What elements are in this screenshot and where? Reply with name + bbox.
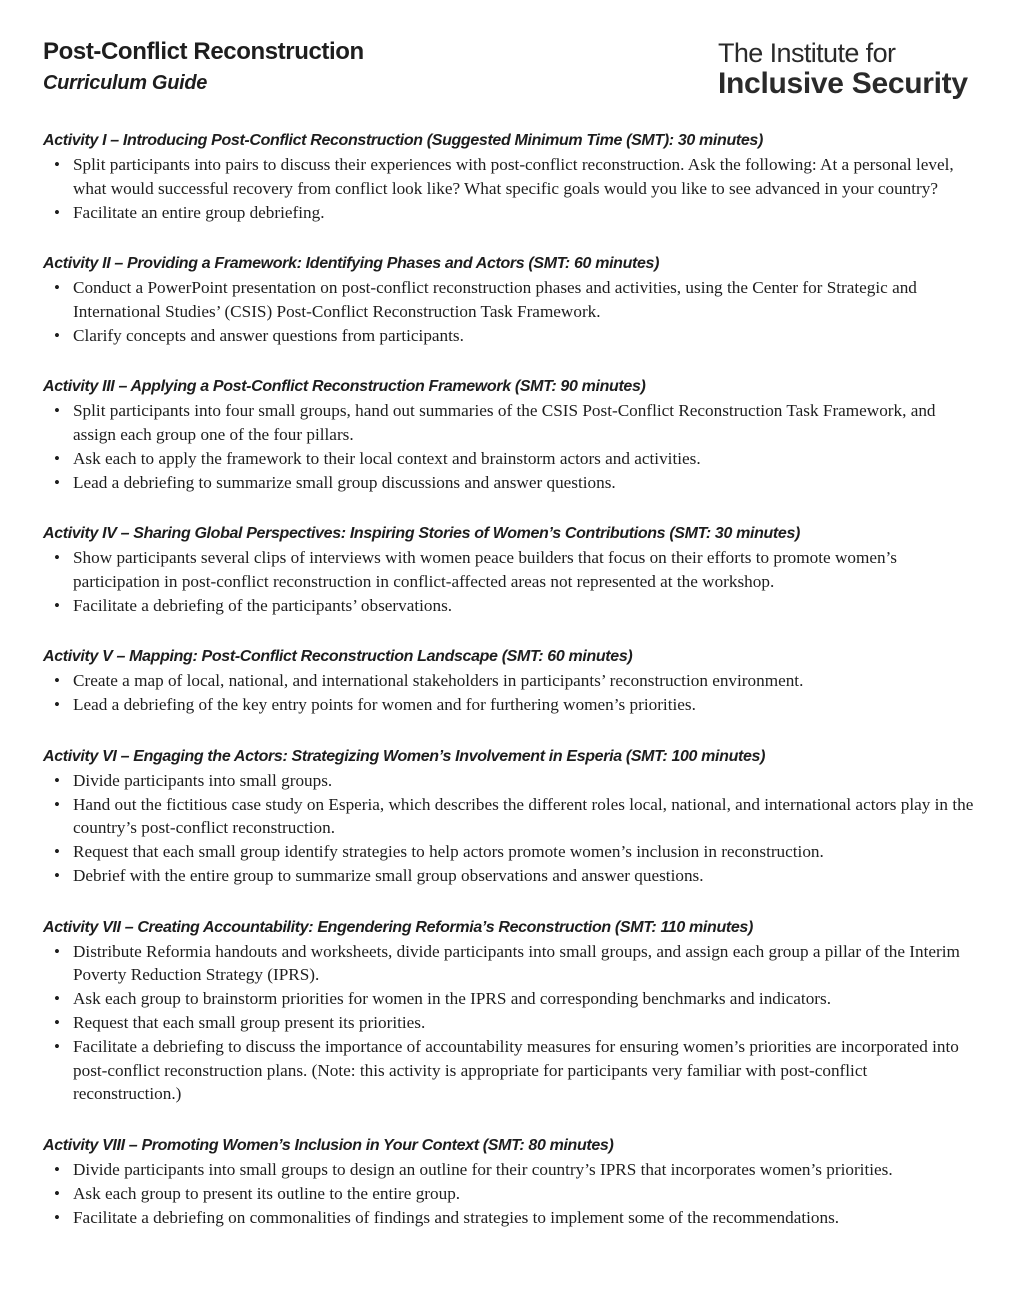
page-title: Post-Conflict Reconstruction <box>43 38 364 65</box>
bullet-item <box>43 447 978 471</box>
bullet-item <box>43 1206 978 1230</box>
bullet-text: Divide participants into small groups to design an outline for their country’s IPRS that incorporates women’s priorities. <box>73 1159 893 1179</box>
bullet-item <box>43 940 978 987</box>
bullet-item <box>43 669 978 693</box>
bullet-icon: • <box>54 842 60 861</box>
bullet-text: Lead a debriefing to summarize small group discussions and answer questions. <box>73 472 616 492</box>
activity-section <box>43 917 978 1106</box>
bullet-item <box>43 693 978 717</box>
bullet-icon: • <box>54 325 60 345</box>
bullet-text: Divide participants into small groups. <box>73 770 333 790</box>
bullet-icon: • <box>54 595 60 615</box>
bullet-item <box>43 276 978 323</box>
activity-section <box>43 646 978 717</box>
bullet-icon: • <box>54 401 60 420</box>
page-subtitle: Curriculum Guide <box>43 72 208 94</box>
bullet-item <box>43 1011 978 1035</box>
activity-heading: Activity II – Providing a Framework: Identifying Phases and Actors (SMT: 60 minutes) <box>43 255 660 272</box>
bullet-item <box>43 153 978 200</box>
bullet-text: Conduct a PowerPoint presentation on post-conflict reconstruction phases and activities, using the Center for Strategic and International Studies’ (CSIS) Post-Conflict Reconstruction Task Framework. <box>73 278 917 321</box>
activity-heading: Activity III – Applying a Post-Conflict Reconstruction Framework (SMT: 90 minutes) <box>43 378 646 395</box>
bullet-text: Lead a debriefing of the key entry points for women and for furthering women’s priorities. <box>73 695 696 714</box>
activity-heading: Activity V – Mapping: Post-Conflict Reconstruction Landscape (SMT: 60 minutes) <box>43 648 633 665</box>
bullet-item <box>43 793 978 840</box>
bullet-item <box>43 1035 978 1106</box>
bullet-list <box>43 399 978 494</box>
page-header <box>43 36 978 106</box>
bullet-item <box>43 471 978 495</box>
bullet-text: Debrief with the entire group to summarize small group observations and answer questions. <box>73 866 704 885</box>
activity-heading: Activity IV – Sharing Global Perspectives: Inspiring Stories of Women’s Contributions (SMT: 30 minutes) <box>43 525 800 542</box>
bullet-text: Split participants into pairs to discuss their experiences with post-conflict reconstruction. Ask the following: At a personal level, what would successful recovery from conflict look like? What specific goals would you like to see advanced in your country? <box>73 155 954 198</box>
bullet-item <box>43 1182 978 1206</box>
bullet-icon: • <box>54 1183 60 1203</box>
bullet-list <box>43 669 978 717</box>
institute-logo <box>718 38 978 100</box>
bullet-text: Ask each group to present its outline to the entire group. <box>73 1183 461 1203</box>
bullet-item <box>43 769 978 793</box>
bullet-list <box>43 940 978 1106</box>
bullet-item <box>43 864 978 888</box>
bullet-icon: • <box>54 770 60 790</box>
bullet-icon: • <box>54 1013 60 1032</box>
bullet-list <box>43 1158 978 1230</box>
activity-section <box>43 253 978 347</box>
activity-heading: Activity VI – Engaging the Actors: Strategizing Women’s Involvement in Esperia (SMT: 100 minutes) <box>43 747 766 765</box>
activity-section <box>43 130 978 224</box>
bullet-item <box>43 324 978 348</box>
activity-section <box>43 376 978 494</box>
activity-heading: Activity VII – Creating Accountability: Engendering Reformia’s Reconstruction (SMT: 110 minutes) <box>43 918 753 936</box>
bullet-item <box>43 987 978 1011</box>
bullet-icon: • <box>54 1037 60 1056</box>
bullet-icon: • <box>54 202 60 222</box>
bullet-text: Facilitate a debriefing on commonalities of findings and strategies to implement some of the recommendations. <box>73 1207 840 1227</box>
bullet-icon: • <box>54 278 60 297</box>
bullet-text: Show participants several clips of interviews with women peace builders that focus on their efforts to promote women’s participation in post-conflict reconstruction in conflict-affected areas not represented at the workshop. <box>73 548 898 591</box>
bullet-item <box>43 840 978 864</box>
bullet-icon: • <box>54 1207 60 1227</box>
bullet-item <box>43 201 978 225</box>
logo-line-2: Inclusive Security <box>718 67 968 100</box>
bullet-text: Request that each small group present its priorities. <box>73 1013 426 1032</box>
bullet-text: Request that each small group identify strategies to help actors promote women’s inclusion in reconstruction. <box>73 842 824 861</box>
activity-section <box>43 523 978 617</box>
bullet-text: Facilitate an entire group debriefing. <box>73 202 325 222</box>
bullet-text: Hand out the fictitious case study on Esperia, which describes the different roles local, national, and international actors play in the country’s post-conflict reconstruction. <box>73 794 974 837</box>
bullet-text: Ask each group to brainstorm priorities for women in the IPRS and corresponding benchmarks and indicators. <box>73 989 831 1008</box>
bullet-item <box>43 399 978 446</box>
bullet-item <box>43 594 978 618</box>
bullet-list <box>43 276 978 347</box>
activity-section <box>43 746 978 888</box>
bullet-icon: • <box>54 155 60 174</box>
bullet-text: Split participants into four small groups, hand out summaries of the CSIS Post-Conflict Reconstruction Task Framework, and assign each group one of the four pillars. <box>73 401 936 444</box>
bullet-list <box>43 546 978 617</box>
activity-heading: Activity VIII – Promoting Women’s Inclusion in Your Context (SMT: 80 minutes) <box>43 1136 614 1154</box>
bullet-text: Create a map of local, national, and international stakeholders in participants’ reconstruction environment. <box>73 671 804 690</box>
bullet-icon: • <box>54 472 60 492</box>
bullet-list <box>43 153 978 224</box>
bullet-text: Facilitate a debriefing to discuss the importance of accountability measures for ensuring women’s priorities are incorporated into post-conflict reconstruction plans. (Note: this activity is appropriate for participants very familiar with post-conflict reconstruction.) <box>73 1037 959 1103</box>
bullet-icon: • <box>54 695 60 714</box>
bullet-item <box>43 1158 978 1182</box>
logo-line-1: The Institute for <box>718 38 896 68</box>
bullet-icon: • <box>54 1159 60 1179</box>
bullet-icon: • <box>54 941 60 961</box>
bullet-text: Facilitate a debriefing of the participants’ observations. <box>73 595 453 615</box>
bullet-icon: • <box>54 989 60 1008</box>
bullet-icon: • <box>54 671 60 690</box>
bullet-icon: • <box>54 548 60 567</box>
bullet-list <box>43 769 978 888</box>
bullet-icon: • <box>54 794 60 814</box>
bullet-text: Clarify concepts and answer questions from participants. <box>73 325 464 345</box>
bullet-icon: • <box>54 866 60 885</box>
bullet-icon: • <box>54 448 60 468</box>
activities-list <box>43 130 978 1258</box>
bullet-text: Distribute Reformia handouts and worksheets, divide participants into small groups, and assign each group a pillar of the Interim Poverty Reduction Strategy (IPRS). <box>73 941 960 984</box>
activity-section <box>43 1135 978 1230</box>
activity-heading: Activity I – Introducing Post-Conflict Reconstruction (Suggested Minimum Time (SMT): 30 minutes) <box>43 132 763 149</box>
bullet-item <box>43 546 978 593</box>
bullet-text: Ask each to apply the framework to their local context and brainstorm actors and activities. <box>73 448 701 468</box>
